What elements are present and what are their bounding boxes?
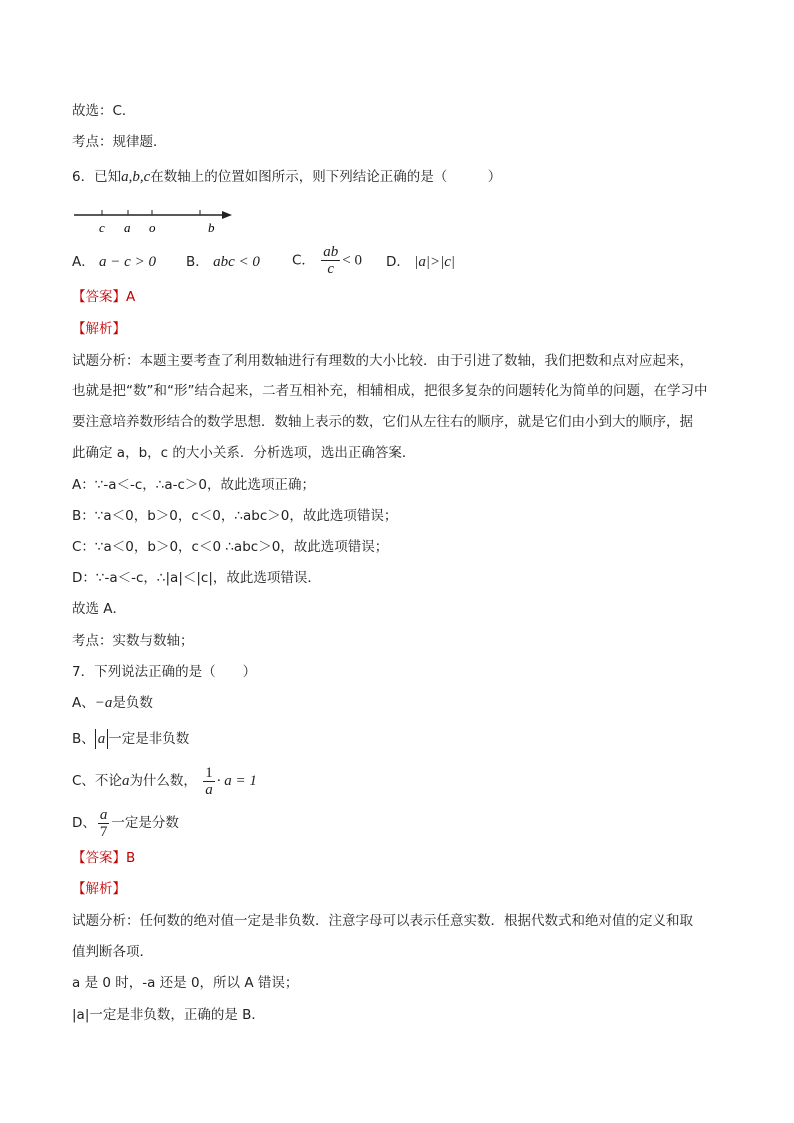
q6-analysis-line: 也就是把“数”和“形”结合起来，二者互相补充，相辅相成，把很多复杂的问题转化为简单的问题，在学习中 bbox=[72, 383, 708, 399]
q7-analysis-line: a 是 0 时，-a 还是 0，所以 A 错误； bbox=[72, 975, 299, 991]
q6-answer: 【答案】A bbox=[72, 289, 136, 305]
prev-kaodian: 考点：规律题． bbox=[72, 134, 167, 150]
q7-analysis-line: 试题分析：任何数的绝对值一定是非负数．注意字母可以表示任意实数．根据代数式和绝对值的定义和取 bbox=[72, 913, 693, 929]
prev-choice: 故选：C． bbox=[72, 103, 136, 119]
q6-kaodian: 考点：实数与数轴； bbox=[72, 633, 194, 649]
q7-option-a: A、−a是负数 bbox=[72, 695, 153, 711]
q7-option-d: D、 $\frac{a}{7}$ 一定是分数 bbox=[72, 806, 179, 840]
q6-option-c: C． $\frac{ab}{c}$ < 0 bbox=[292, 244, 362, 277]
q6-option-c-fraction: $\frac{ab}{c}$ bbox=[323, 244, 339, 277]
q6-option-b: B． abc < 0 bbox=[186, 254, 260, 270]
q7-option-d-fraction: $\frac{a}{7}$ bbox=[99, 806, 108, 840]
label-o: o bbox=[149, 220, 156, 235]
q7-answer: 【答案】B bbox=[72, 850, 136, 866]
label-b: b bbox=[208, 220, 215, 235]
q7-analysis-title: 【解析】 bbox=[72, 881, 126, 897]
abs-value-a: a bbox=[95, 729, 109, 749]
q6-analysis-line: 要注意培养数形结合的数学思想．数轴上表示的数，它们从左往右的顺序，就是它们由小到大的顺序，据 bbox=[72, 414, 693, 430]
q7-analysis-line: 值判断各项． bbox=[72, 944, 153, 960]
label-c: c bbox=[99, 220, 105, 235]
q7-option-c: C、不论a为什么数， $\frac{1}{a}$ · a = 1 bbox=[72, 764, 257, 798]
q6-analysis-line: C：∵a＜0，b＞0，c＜0 ∴abc＞0，故此选项错误； bbox=[72, 539, 389, 555]
q7-option-c-fraction: $\frac{1}{a}$ bbox=[205, 764, 213, 798]
q6-analysis-line: B：∵a＜0，b＞0，c＜0，∴abc＞0，故此选项错误； bbox=[72, 508, 398, 524]
q7-stem: 7．下列说法正确的是（ ） bbox=[72, 664, 257, 680]
q6-analysis-line: 试题分析：本题主要考查了利用数轴进行有理数的大小比较．由于引进了数轴，我们把数和点对应起来， bbox=[72, 353, 693, 369]
q7-analysis-line: |a|一定是非负数，正确的是 B． bbox=[72, 1007, 265, 1023]
q7-option-b: B、 a 一定是非负数 bbox=[72, 731, 190, 747]
label-a: a bbox=[124, 220, 131, 235]
q6-choice: 故选 A． bbox=[72, 601, 127, 617]
q6-analysis-title: 【解析】 bbox=[72, 321, 126, 337]
number-line-figure bbox=[72, 204, 242, 236]
q6-analysis-line: A：∵-a＜-c，∴a-c＞0，故此选项正确； bbox=[72, 477, 316, 493]
q6-analysis-line: D：∵-a＜-c，∴|a|＜|c|，故此选项错误． bbox=[72, 570, 321, 586]
q6-option-d: D． |a|>|c| bbox=[386, 254, 455, 270]
q6-analysis-line: 此确定 a，b，c 的大小关系．分析选项，选出正确答案． bbox=[72, 445, 416, 461]
q6-option-a: A． a − c > 0 bbox=[72, 254, 156, 270]
q6-stem: 6．已知a,b,c在数轴上的位置如图所示，则下列结论正确的是（ ） bbox=[72, 169, 502, 185]
